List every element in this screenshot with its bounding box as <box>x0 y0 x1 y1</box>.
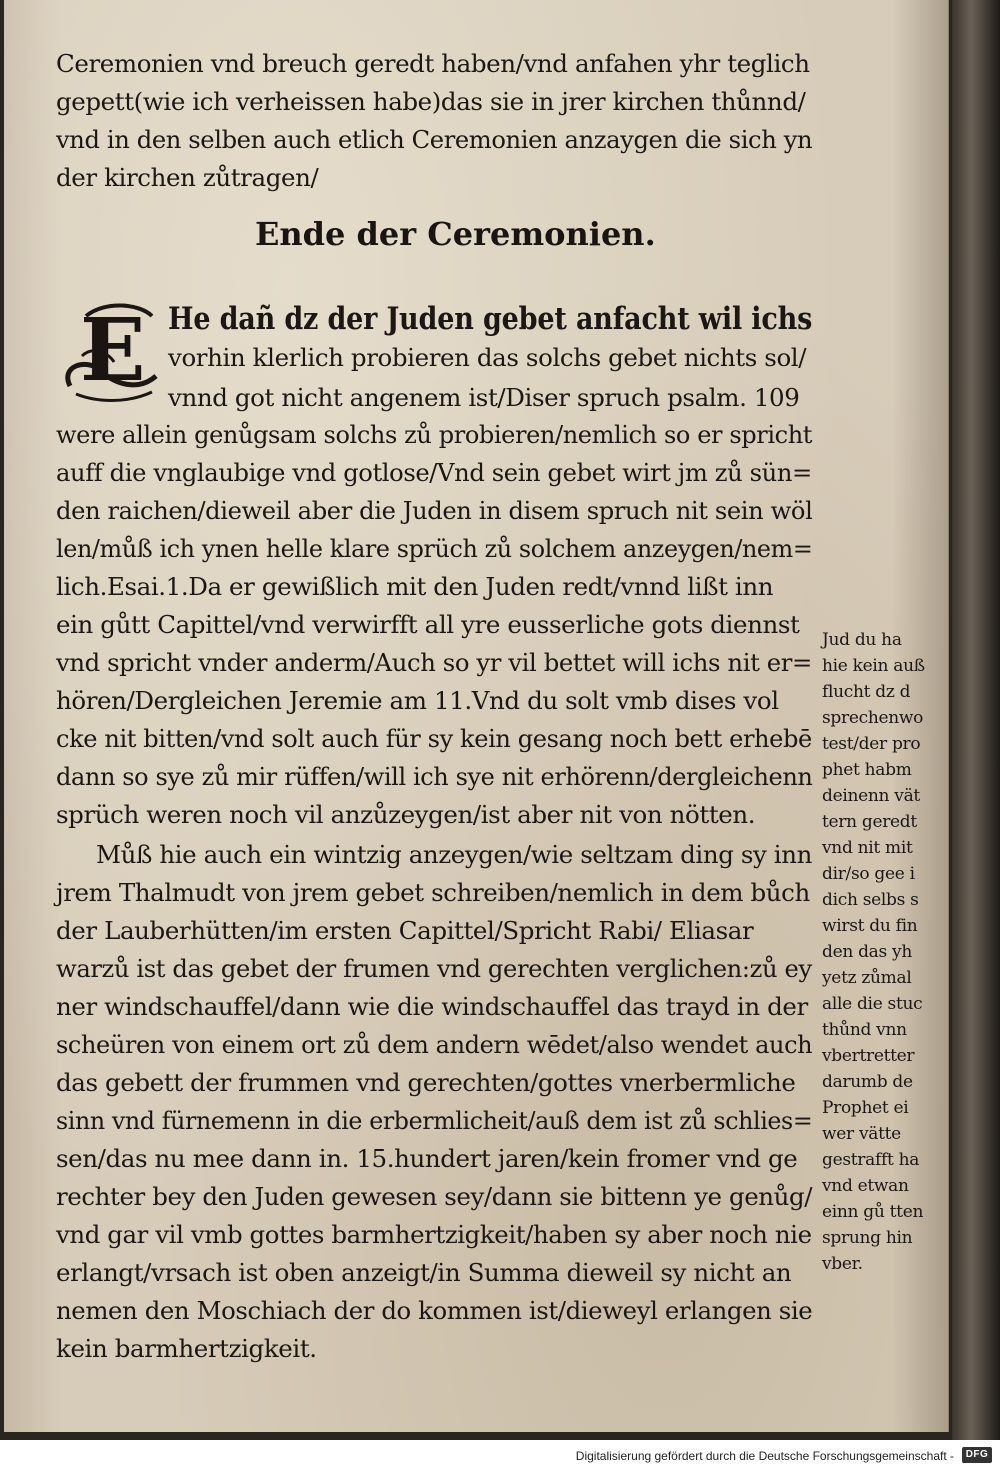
margin-line: wer vätte <box>822 1124 901 1144</box>
margin-line: yetz zůmal <box>822 968 912 988</box>
text-line: jrem Thalmudt von jrem gebet schreiben/nemlich in dem bůch <box>56 878 810 907</box>
margin-line: sprung hin <box>822 1228 913 1248</box>
text-line: lich.Esai.1.Da er gewißlich mit den Juden redt/vnnd lißt inn <box>56 572 774 601</box>
text-line: nemen den Moschiach der do kommen ist/dieweyl erlangen sie <box>56 1296 813 1325</box>
text-line: dann so sye zů mir rüffen/will ich sye nit erhörenn/dergleichenn <box>56 762 813 791</box>
margin-line: flucht dz d <box>822 682 911 702</box>
initial-letter-glyph: E <box>80 300 146 401</box>
text-line: der kirchen zůtragen/ <box>56 163 319 192</box>
margin-line: dich selbs s <box>822 890 919 910</box>
margin-line: einn gů tten <box>822 1202 924 1222</box>
text-line: ner windschauffel/dann wie die windschauffel das trayd in der <box>56 992 808 1021</box>
margin-line: hie kein auß <box>822 656 925 676</box>
text-line: den raichen/dieweil aber die Juden in disem spruch nit sein wöl <box>56 496 813 525</box>
decorated-initial-letter <box>56 296 162 408</box>
margin-line: darumb de <box>822 1072 913 1092</box>
text-line: vnnd got nicht angenem ist/Diser spruch psalm. 109 <box>168 383 800 412</box>
text-line: vorhin klerlich probieren das solchs gebet nichts sol/ <box>168 343 807 372</box>
margin-line: dir/so gee i <box>822 864 915 884</box>
margin-line: vnd nit mit <box>822 838 913 858</box>
margin-line: deinenn vät <box>822 786 920 806</box>
margin-line: vbertretter <box>822 1046 915 1066</box>
margin-line: phet habm <box>822 760 912 780</box>
text-line: Ceremonien vnd breuch geredt haben/vnd anfahen yhr teglich <box>56 49 810 78</box>
text-line: scheüren von einem ort zů dem andern wēdet/also wendet auch <box>56 1030 813 1059</box>
margin-line: Prophet ei <box>822 1098 909 1118</box>
text-line: erlangt/vrsach ist oben anzeigt/in Summa dieweil sy nicht an <box>56 1258 792 1287</box>
margin-line: tern geredt <box>822 812 917 832</box>
text-line: vnd spricht vnder anderm/Auch so yr vil bettet will ichs nit er= <box>56 648 812 677</box>
text-line: sprüch weren noch vil anzůzeygen/ist aber nit von nötten. <box>56 800 756 829</box>
margin-line: thůnd vnn <box>822 1020 907 1040</box>
margin-line: Jud du ha <box>822 630 902 650</box>
text-line: auff die vnglaubige vnd gotlose/Vnd sein gebet wirt jm zů sün= <box>56 458 812 487</box>
page-edge-shadow <box>952 0 1000 1440</box>
funding-footer-text: Digitalisierung gefördert durch die Deutsche Forschungsgemeinschaft - <box>575 1449 954 1463</box>
text-line: vnd gar vil vmb gottes barmhertzigkeit/haben sy aber noch nie <box>56 1220 812 1249</box>
text-line: sen/das nu mee dann in. 15.hundert jaren/kein fromer vnd ge <box>56 1144 798 1173</box>
text-line: rechter bey den Juden gewesen sey/dann sie bittenn ye genůg/ <box>56 1182 813 1211</box>
margin-line: test/der pro <box>822 734 921 754</box>
text-line: gepett(wie ich verheissen habe)das sie in jrer kirchen thůnnd/ <box>56 87 806 116</box>
margin-line: vber. <box>822 1254 863 1274</box>
dfg-logo-icon: DFG <box>962 1447 992 1463</box>
text-line: hören/Dergleichen Jeremie am 11.Vnd du solt vmb dises vol <box>56 686 779 715</box>
text-line: vnd in den selben auch etlich Ceremonien anzaygen die sich yn <box>56 125 813 154</box>
text-line: ein gůtt Capittel/vnd verwirfft all yre eusserliche gots diennst <box>56 610 800 639</box>
section-heading: Ende der Ceremonien. <box>255 215 656 253</box>
text-line: kein barmhertzigkeit. <box>56 1334 317 1363</box>
margin-line: gestrafft ha <box>822 1150 920 1170</box>
text-line: Můß hie auch ein wintzig anzeygen/wie seltzam ding sy inn <box>96 840 812 869</box>
margin-line: alle die stuc <box>822 994 923 1014</box>
first-line-after-initial: He dañ dz der Juden gebet anfacht wil ichs <box>168 301 813 337</box>
margin-line: den das yh <box>822 942 912 962</box>
text-line: cke nit bitten/vnd solt auch für sy kein gesang noch bett erhebē <box>56 724 812 753</box>
text-line: das gebett der frummen vnd gerechten/gottes vnerbermliche <box>56 1068 796 1097</box>
margin-line: wirst du fin <box>822 916 918 936</box>
margin-line: vnd etwan <box>822 1176 909 1196</box>
text-line: der Lauberhütten/im ersten Capittel/Spricht Rabi/ Eliasar <box>56 916 754 945</box>
text-line: warzů ist das gebet der frumen vnd gerechten verglichen:zů ey <box>56 954 812 983</box>
margin-line: sprechenwo <box>822 708 924 728</box>
text-line: were allein genůgsam solchs zů probieren/nemlich so er spricht <box>56 420 813 449</box>
text-line: sinn vnd fürnemenn in die erbermlicheit/auß dem ist zů schlies= <box>56 1106 813 1135</box>
text-line: len/můß ich ynen helle klare sprüch zů solchem anzeygen/nem= <box>56 534 813 563</box>
